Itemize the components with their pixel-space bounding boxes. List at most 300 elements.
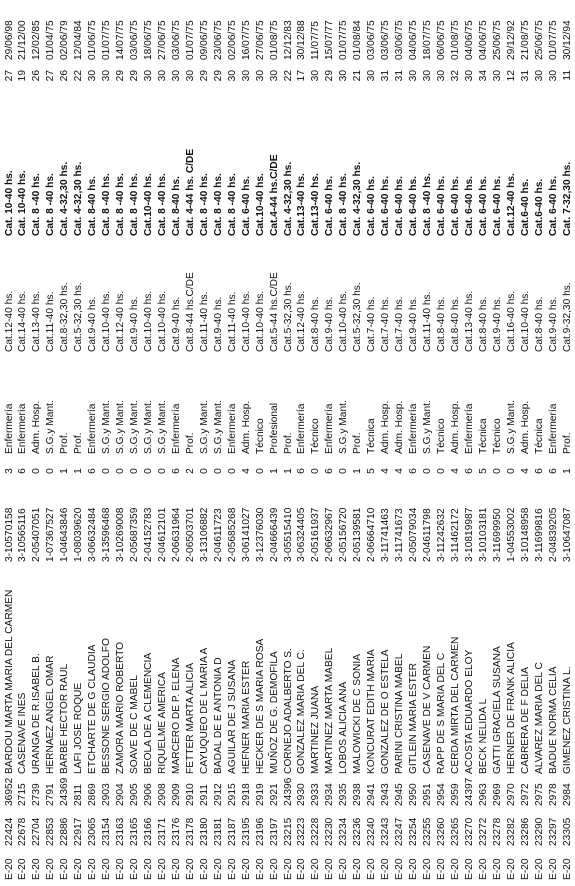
legajo-cell: 23290 [533,817,545,846]
category-to-cell: Cat.4-44 hs.C/DE [268,154,280,236]
id-cell: 2963 [477,783,489,806]
category-to-cell: Cat.10-40 hs. [143,173,154,236]
code-cell: E-20 [533,858,545,880]
category-to-cell: Cat. 8 -40 hs. [156,173,168,236]
date-cell: 27/06/75 [156,20,168,60]
id-cell: 2950 [408,783,420,806]
document-cell: 1-08039620 [73,507,85,562]
id-cell: 2969 [491,783,503,806]
date-cell: 12/12/83 [282,20,294,60]
group-cell: 0 [156,468,168,474]
group-cell: 0 [101,468,113,474]
category-from-cell: Cat.5-44 hs.C/DE [268,272,280,352]
date-cell: 01/07/75 [547,20,559,60]
id-cell: 2945 [394,783,406,806]
category-from-cell: Cat.12-40 hs. [296,290,308,352]
document-cell: 3-10565116 [17,508,29,562]
area-cell: S.G.y Mant. [143,400,154,454]
years-cell: 26 [59,70,71,82]
legajo-cell: 23265 [449,817,461,846]
category-to-cell: Cat. 6-40 hs. [408,175,420,236]
name-cell: MARCERO DE P. ELENA [170,657,182,774]
group-cell: 0 [505,468,517,474]
category-to-cell: Cat. 8-40 hs. [87,175,99,236]
date-cell: 04/06/75 [477,20,489,60]
name-cell: BARBE HECTOR RAUL [59,663,71,774]
name-cell: HEFNER MARIA ESTER [240,660,252,774]
id-cell: 2970 [505,783,517,806]
id-cell: 2954 [435,783,447,806]
date-cell: 21/08/75 [519,20,531,60]
legajo-cell: 23270 [463,817,475,846]
name-cell: HERNAEZ ANGEL OMAR [45,655,57,774]
id-cell: 2906 [143,783,154,806]
years-cell: 30 [87,70,99,82]
area-cell: Prof. [73,432,85,454]
code-cell: E-20 [3,858,15,880]
years-cell: 30 [101,70,113,82]
name-cell: ALVAREZ MARIA DEL C [533,662,545,774]
date-cell: 21/12/00 [17,20,29,60]
group-cell: 1 [561,468,573,474]
years-cell: 31 [380,70,392,82]
name-cell: MALOWICKI DE C SONIA [352,653,364,774]
name-cell: BARDOU MARTA MARIA DEL CARMEN [3,589,15,774]
legajo-cell: 23286 [519,817,531,846]
category-to-cell: Cat. 4-32,30 hs. [59,161,71,236]
category-to-cell: Cat.13-40 hs. [310,173,322,236]
date-cell: 01/06/75 [87,20,99,60]
document-cell: 2-06503701 [184,507,196,562]
document-cell: 2-05156720 [338,507,350,562]
code-cell: E-20 [380,858,392,880]
years-cell: 27 [45,70,57,82]
document-cell: 3-06324405 [296,507,308,562]
id-cell: 2908 [156,783,168,806]
category-from-cell: Cat.13-40 hs. [463,290,475,352]
area-cell: Prof. [282,432,294,454]
area-cell: Enfermería [408,403,420,454]
document-cell: 2-04611798 [422,508,433,562]
legajo-cell: 23065 [87,817,99,846]
group-cell: 0 [143,468,154,474]
years-cell: 27 [3,70,15,82]
group-cell: 3 [3,468,15,474]
code-cell: E-20 [198,858,210,880]
id-cell: 2975 [533,783,545,806]
id-cell: 2911 [198,784,210,806]
name-cell: URANGA DE R.ISABEL B. [31,653,43,774]
date-cell: 04/06/75 [463,20,475,60]
code-cell: E-20 [435,858,447,880]
id-cell: 2869 [87,783,99,806]
area-cell: Técnico [435,418,447,454]
category-to-cell: Cat. 8 -40 hs. [129,173,141,236]
area-cell: Enfermería [170,403,182,454]
date-cell: 29/06/98 [3,20,15,60]
area-cell: S.G.y Mant. [422,400,433,454]
legajo-cell: 22704 [31,817,43,846]
category-from-cell: Cat.9-40 hs. [547,296,559,352]
group-cell: 0 [31,468,43,474]
group-cell: 4 [519,468,531,474]
group-cell: 1 [59,468,71,474]
document-cell: 2-05079034 [408,507,420,562]
category-to-cell: Cat. 7-32,30 hs. [561,161,573,236]
code-cell: E-20 [519,858,531,880]
group-cell: 0 [212,468,224,474]
name-cell: BEOLA DE A CLEMENCIA [143,652,154,774]
group-cell: 0 [45,468,57,474]
id-cell: 2930 [296,783,308,806]
legajo-cell: 22917 [73,817,85,846]
group-cell: 0 [491,468,503,474]
date-cell: 03/06/75 [129,20,141,60]
document-cell: 3-11242632 [435,508,447,562]
category-to-cell: Cat. 8 -40 hs. [338,173,350,236]
id-cell: 2941 [366,783,378,806]
legajo-cell: 23163 [115,817,127,846]
code-cell: E-20 [212,858,224,880]
name-cell: CASENAVE INES [17,692,29,774]
name-cell: HECKER DE S MARIA ROSA [254,638,266,774]
area-cell: S.G.y Mant. [129,400,141,454]
id-cell: 2959 [449,783,461,806]
name-cell: CASENAVE DE V CARMEN [422,645,433,774]
category-from-cell: Cat.9-32,30 hs. [561,282,573,352]
name-cell: GONZALEZ DE O ESTELA [380,649,392,774]
document-cell: 3-05515410 [282,507,294,562]
category-to-cell: Cat. 4-32,30 hs. [352,161,364,236]
category-from-cell: Cat.10-40 hs. [101,290,113,352]
category-from-cell: Cat.9-40 hs. [212,296,224,352]
date-cell: 03/06/75 [366,20,378,60]
date-cell: 06/06/75 [435,20,447,60]
legajo-cell: 22678 [17,817,29,846]
category-from-cell: Cat.7-40 hs. [366,296,378,352]
code-cell: E-20 [143,858,154,880]
name-cell: FETTER MARTA ALICIA [184,662,196,774]
category-to-cell: Cat. 6-40 hs. [477,175,489,236]
date-cell: 03/06/75 [394,20,406,60]
code-cell: E-20 [129,858,141,880]
date-cell: 23/06/75 [212,20,224,60]
document-cell: 1-04643846 [59,507,71,562]
group-cell: 0 [226,468,238,474]
id-cell: 2715 [17,783,29,806]
years-cell: 30 [184,70,196,82]
legajo-cell: 23178 [184,817,196,846]
legajo-cell: 23272 [477,817,489,846]
name-cell: BECK NELIDA L [477,698,489,774]
document-cell: 3-10570158 [3,507,15,562]
document-cell: 2-04612101 [156,507,168,562]
code-cell: E-20 [254,858,266,880]
name-cell: ZAMORA MARIO ROBERTO [115,641,127,774]
code-cell: E-20 [184,858,196,880]
category-to-cell: Cat. 8 -40 hs. [198,173,210,236]
group-cell: 0 [310,468,322,474]
date-cell: 30/12/88 [296,20,308,60]
years-cell: 30 [254,70,266,82]
category-from-cell: Cat.14-40 hs. [17,290,29,352]
code-cell: E-20 [408,858,420,880]
id-cell: 2933 [310,783,322,806]
area-cell: Enfermería [3,403,15,454]
area-cell: Prof. [184,432,196,454]
date-cell: 14/07/75 [115,20,127,60]
category-to-cell: Cat.6-40 hs. [533,178,545,236]
id-cell: 2978 [547,783,559,806]
legajo-cell: 23228 [310,817,322,846]
document-cell: 2-05139581 [352,507,364,562]
date-cell: 16/07/75 [240,20,252,60]
date-cell: 01/07/75 [101,20,113,60]
legajo-cell: 23215 [282,817,294,846]
area-cell: Enfermería [324,403,336,454]
years-cell: 30 [408,70,420,82]
category-to-cell: Cat. 6-40 hs. [240,175,252,236]
date-cell: 02/06/79 [59,20,71,60]
years-cell: 30 [240,70,252,82]
document-cell: 1-04553002 [505,507,517,562]
category-from-cell: Cat.12-40 hs. [3,290,15,352]
category-to-cell: Cat.12-40 hs. [505,173,517,236]
date-cell: 01/07/75 [338,20,350,60]
date-cell: 30/12/94 [561,20,573,60]
area-cell: S.G.y Mant. [45,400,57,454]
area-cell: S.G.y Mant. [505,400,517,454]
name-cell: ETCHARTE DE G CLAUDIA [87,644,99,774]
document-cell: 3-10103181 [477,507,489,562]
name-cell: GITLEIN MARIA ESTER [408,663,420,774]
area-cell: Enfermería [226,403,238,454]
category-from-cell: Cat.16-40 hs. [505,290,517,352]
date-cell: 25/06/75 [533,20,545,60]
name-cell: ACOSTA EDUARDO ELOY [463,649,475,774]
area-cell: S.G.y Mant. [101,400,113,454]
category-to-cell: Cat. 8 -40 hs. [101,173,113,236]
group-cell: 6 [533,468,545,474]
category-to-cell: Cat. 6-40 hs. [366,175,378,236]
name-cell: GATTI GRACIELA SUSANA [491,646,503,774]
id-cell: 24396 [282,777,294,806]
date-cell: 25/06/75 [491,20,503,60]
years-cell: 29 [212,70,224,82]
id-cell: 36952 [3,777,15,806]
document-cell: 1-07367527 [45,507,57,562]
category-from-cell: Cat.8-40 hs. [449,296,461,352]
area-cell: S.G.y Mant. [198,400,210,454]
id-cell: 2935 [338,783,350,806]
legajo-cell: 23255 [422,817,433,846]
category-to-cell: Cat. 6-40 hs. [449,175,461,236]
category-from-cell: Cat.8-32,30 hs. [59,282,71,352]
years-cell: 30 [533,70,545,82]
legajo-cell: 23171 [156,817,168,846]
area-cell: Prof. [561,432,573,454]
name-cell: CERDA MIRTA DEL CARMEN [449,636,461,774]
id-cell: 2951 [422,783,433,806]
code-cell: E-20 [324,858,336,880]
category-from-cell: Cat.10-40 hs. [240,290,252,352]
date-cell: 01/07/75 [184,20,196,60]
code-cell: E-20 [73,858,85,880]
legajo-cell: 23282 [505,817,517,846]
code-cell: E-20 [59,858,71,880]
group-cell: 2 [184,468,196,474]
category-to-cell: Cat. 6-40 hs. [491,175,503,236]
category-from-cell: Cat.10-40 hs. [254,290,266,352]
id-cell: 2934 [324,783,336,806]
category-from-cell: Cat.10-40 hs. [156,290,168,352]
document-cell: 2-04839205 [547,507,559,562]
group-cell: 6 [324,468,336,474]
years-cell: 31 [519,70,531,82]
name-cell: KONCURAT EDITH MARIA [366,649,378,774]
code-cell: E-20 [31,858,43,880]
category-to-cell: Cat. 8 -40 hs. [226,173,238,236]
code-cell: E-20 [45,858,57,880]
years-cell: 11 [561,70,573,81]
group-cell: 5 [477,468,489,474]
name-cell: HERNER DE FRANK ALICIA [505,642,517,774]
years-cell: 17 [296,70,308,82]
years-cell: 19 [17,70,29,82]
legajo-cell: 22853 [45,817,57,846]
group-cell: 6 [87,468,99,474]
group-cell: 6 [547,468,559,474]
group-cell: 5 [366,468,378,474]
group-cell: 6 [463,468,475,474]
code-cell: E-20 [477,858,489,880]
id-cell: 2984 [561,783,573,806]
legajo-cell: 23240 [366,817,378,846]
legajo-cell: 23243 [380,817,392,846]
years-cell: 30 [310,70,322,82]
name-cell: PARINI CRISTINA MABEL [394,653,406,774]
category-to-cell: Cat. 6-40 hs. [547,175,559,236]
years-cell: 12 [505,70,517,82]
code-cell: E-20 [87,858,99,880]
code-cell: E-20 [282,858,294,880]
name-cell: LOBOS ALICIA ANA [338,681,350,774]
category-from-cell: Cat.12-40 hs. [115,290,127,352]
category-to-cell: Cat. 4-32,30 hs. [282,161,294,236]
category-from-cell: Cat.7-40 hs. [394,296,406,352]
category-to-cell: Cat. 4-44 hs. C/DE [184,148,196,236]
table-row [560,0,575,886]
area-cell: Adm. Hosp. [240,400,252,454]
date-cell: 18/06/75 [143,20,154,60]
name-cell: MARTINEZ MARTA MABEL [324,647,336,774]
id-cell: 2919 [254,783,266,806]
legajo-cell: 23166 [143,817,154,846]
group-cell: 6 [170,468,182,474]
date-cell: 29/12/92 [505,20,517,60]
document-cell: 2-06631964 [170,507,182,562]
name-cell: RAPP DE S MARIA DEL C [435,652,447,774]
group-cell: 6 [296,468,308,474]
group-cell: 0 [422,468,433,474]
code-cell: E-20 [226,858,238,880]
category-from-cell: Cat.10-40 hs. [338,290,350,352]
legajo-cell: 23196 [254,817,266,846]
code-cell: E-20 [156,858,168,880]
area-cell: S.G.y Mant. [212,400,224,454]
date-cell: 01/08/75 [449,20,461,60]
area-cell: Enfermería [463,403,475,454]
id-cell: 2921 [268,783,280,806]
category-to-cell: Cat. 8 -40 hs. [212,173,224,236]
category-to-cell: Cat. 6-40 hs. [463,175,475,236]
code-cell: E-20 [101,858,113,880]
group-cell: 4 [449,468,461,474]
years-cell: 30 [268,70,280,82]
group-cell: 1 [73,468,85,474]
legajo-cell: 23181 [212,817,224,846]
code-cell: E-20 [491,858,503,880]
legajo-cell: 23297 [547,817,559,846]
name-cell: BADUE NORMA CELIA [547,666,559,774]
name-cell: CORNEJO ADALBERTO S. [282,648,294,774]
category-from-cell: Cat.5-32,30 hs. [352,282,364,352]
date-cell: 01/04/75 [45,20,57,60]
code-cell: E-20 [240,858,252,880]
code-cell: E-20 [310,858,322,880]
date-cell: 03/06/75 [170,20,182,60]
area-cell: S.G.y Mant. [338,400,350,454]
code-cell: E-20 [170,858,182,880]
legajo-cell: 22886 [59,817,71,846]
code-cell: E-20 [422,858,433,880]
area-cell: Técnico [310,418,322,454]
area-cell: Enfermería [87,403,99,454]
category-to-cell: Cat. 6-40 hs. [394,175,406,236]
document-cell: 3-10269008 [115,507,127,562]
date-cell: 03/06/75 [380,20,392,60]
years-cell: 30 [435,70,447,82]
category-to-cell: Cat. 8 -40 hs. [45,173,57,236]
group-cell: 0 [129,468,141,474]
category-to-cell: Cat.6-40 hs. [519,178,531,236]
document-cell: 3-10819987 [463,507,475,562]
area-cell: Técnico [491,418,503,454]
document-cell: 2-05407051 [31,507,43,562]
legajo-cell: 22424 [3,817,15,846]
id-cell: 24397 [463,777,475,806]
document-cell: 3-13106882 [198,507,210,562]
area-cell: Prof. [352,432,364,454]
category-to-cell: Cat. 4-32,30 hs. [73,161,85,236]
document-cell: 3-11699950 [491,508,503,562]
category-from-cell: Cat.7-40 hs. [380,296,392,352]
legajo-cell: 23180 [198,817,210,846]
id-cell: 2904 [115,783,127,806]
category-to-cell: Cat. 8 -40 hs. [31,173,43,236]
code-cell: E-20 [338,858,350,880]
area-cell: Enfermería [17,403,29,454]
legajo-cell: 23187 [226,817,238,846]
date-cell: 01/08/75 [268,20,280,60]
years-cell: 30 [547,70,559,82]
code-cell: E-20 [449,858,461,880]
legajo-cell: 23176 [170,817,182,846]
years-cell: 22 [282,70,294,82]
date-cell: 18/07/75 [422,20,433,60]
category-from-cell: Cat.9-40 hs. [87,296,99,352]
code-cell: E-20 [352,858,364,880]
